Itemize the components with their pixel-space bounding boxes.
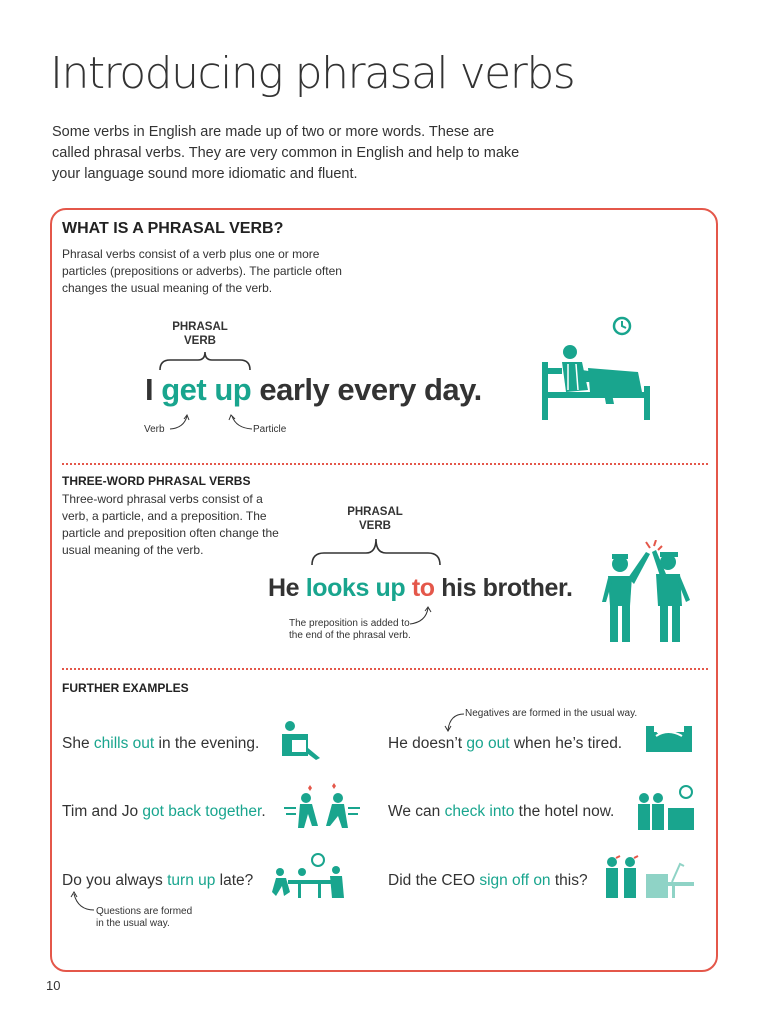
example-text: Did the CEO <box>388 872 480 889</box>
example-sign-off-on <box>388 872 588 890</box>
example-go-out <box>388 735 622 753</box>
example-phrasal-verb: got back together <box>142 803 262 820</box>
label-line: VERB <box>184 335 216 347</box>
label-line: PHRASAL <box>172 321 228 333</box>
sentence-verb: get <box>161 372 207 407</box>
preposition-arrow-icon <box>408 604 434 628</box>
example-phrasal-verb: go out <box>466 735 510 752</box>
negatives-note: Negatives are formed in the usual way. <box>465 708 638 719</box>
label-line: PHRASAL <box>347 506 403 518</box>
negatives-arrow-icon <box>440 708 468 734</box>
section1-heading: WHAT IS A PHRASAL VERB? <box>62 220 284 237</box>
sentence-preposition: to <box>411 574 435 602</box>
note-line: The preposition is added to <box>289 618 410 629</box>
sentence-text: He <box>268 574 306 602</box>
verb-note: Verb <box>144 424 165 435</box>
section1-phrasal-verb-label <box>170 320 230 348</box>
example-phrasal-verb: chills out <box>93 735 155 752</box>
intro-paragraph: Some verbs in English are made up of two or more words. These are called phrasal verbs. They are very common in English and help to make your language sound more idiomatic and fluent. <box>52 124 520 182</box>
section-divider <box>62 668 708 670</box>
example-text: He doesn’t <box>388 735 467 752</box>
section2-heading: THREE-WORD PHRASAL VERBS <box>62 474 251 488</box>
example-text: this? <box>550 872 588 889</box>
couple-reuniting-icon <box>282 782 362 832</box>
sentence-text: I <box>145 372 162 407</box>
section1-brace-icon <box>158 350 252 372</box>
sentence-text: his brother. <box>434 574 573 602</box>
example-text: late? <box>215 872 254 889</box>
verb-arrow-icon <box>168 412 192 432</box>
section2-example-sentence <box>268 574 573 603</box>
note-line: Questions are formed <box>96 906 193 917</box>
ceo-signing-icon <box>602 852 696 902</box>
example-check-into <box>388 803 614 821</box>
section-divider <box>62 463 708 465</box>
note-line: the end of the phrasal verb. <box>289 630 411 641</box>
example-text: Do you always <box>62 872 168 889</box>
example-text: when he’s tired. <box>509 735 623 752</box>
section3-heading: FURTHER EXAMPLES <box>62 681 189 695</box>
questions-note <box>96 906 192 930</box>
two-people-high-five-icon <box>600 540 696 644</box>
section2-body: Three-word phrasal verbs consist of a verb, a particle, and a preposition. The particle and preposition often change the usual meaning of the verb. <box>62 492 279 557</box>
example-text: Tim and Jo <box>62 803 143 820</box>
section2-brace-icon <box>310 537 442 567</box>
sentence-verb: looks up <box>305 574 406 602</box>
sentence-text: early every day. <box>251 372 482 407</box>
section2-phrasal-verb-label <box>345 505 405 533</box>
note-line: in the usual way. <box>96 918 170 929</box>
example-phrasal-verb: turn up <box>167 872 216 889</box>
section1-body: Phrasal verbs consist of a verb plus one or more particles (prepositions or adverbs). The particle often changes the usual meaning of the verb. <box>62 247 342 295</box>
section1-example-sentence <box>145 372 482 408</box>
example-phrasal-verb: check into <box>444 803 515 820</box>
person-on-sofa-icon <box>644 722 694 756</box>
person-getting-up-icon <box>538 312 658 424</box>
label-line: VERB <box>359 520 391 532</box>
people-at-meeting-icon <box>272 852 346 902</box>
example-text: We can <box>388 803 445 820</box>
page-number: 10 <box>46 978 61 993</box>
preposition-note <box>289 618 411 642</box>
example-got-back-together <box>62 803 266 821</box>
sentence-particle: up <box>214 372 252 407</box>
example-phrasal-verb: sign off on <box>479 872 551 889</box>
person-relaxing-icon <box>280 718 324 762</box>
example-text: She <box>62 735 94 752</box>
questions-arrow-icon <box>66 888 98 916</box>
particle-arrow-icon <box>226 412 254 432</box>
example-chills-out <box>62 735 259 753</box>
page-title: Introducing phrasal verbs <box>50 48 575 99</box>
example-text: . <box>261 803 266 820</box>
particle-note: Particle <box>253 424 287 435</box>
example-text: in the evening. <box>154 735 260 752</box>
example-text: the hotel now. <box>514 803 615 820</box>
hotel-check-in-icon <box>636 784 696 832</box>
